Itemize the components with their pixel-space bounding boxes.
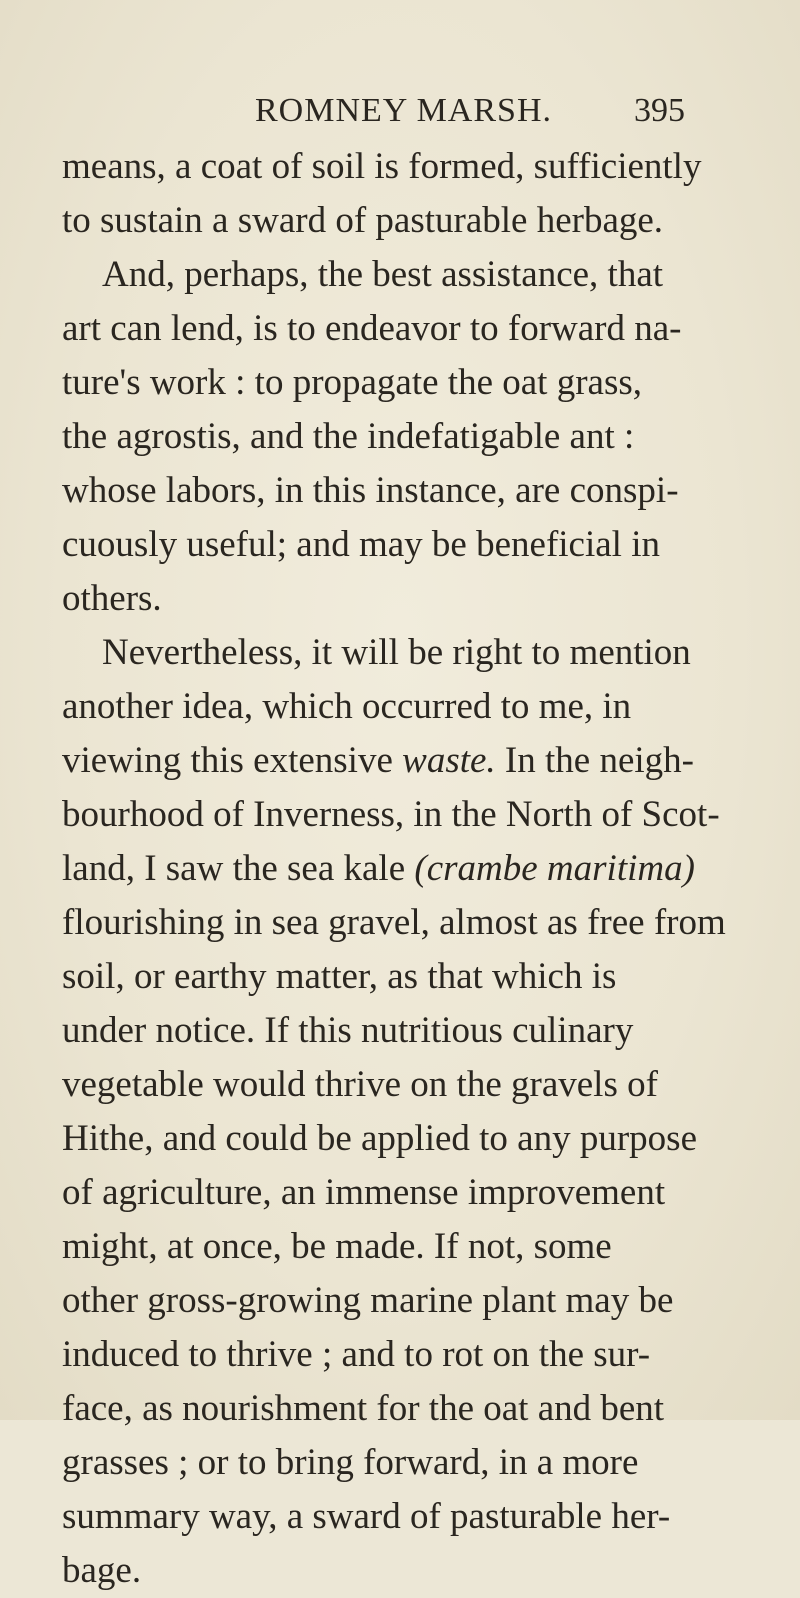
text-line — [62, 1436, 722, 1490]
text-line — [62, 356, 722, 410]
text-line — [62, 1220, 722, 1274]
text-span: whose labors, in this instance, are conspi- — [62, 470, 679, 511]
text-line — [62, 302, 722, 356]
text-span: bourhood of Inverness, in the North of Scot- — [62, 794, 720, 835]
text-span: In the neigh- — [495, 740, 694, 781]
text-line — [62, 842, 722, 896]
text-line — [62, 1166, 722, 1220]
text-line — [62, 1490, 722, 1544]
text-span: bage. — [62, 1550, 142, 1591]
text-line — [62, 1328, 722, 1382]
text-line — [62, 518, 722, 572]
text-line — [62, 410, 722, 464]
text-span: And, perhaps, the best assistance, that — [102, 254, 664, 295]
text-line — [62, 788, 722, 842]
text-line — [62, 1274, 722, 1328]
text-span: under notice. If this nutritious culinary — [62, 1010, 634, 1051]
running-head-title: ROMNEY MARSH. — [255, 92, 553, 129]
paragraph-start-line — [62, 248, 722, 302]
text-line — [62, 1544, 722, 1598]
text-span: vegetable would thrive on the gravels of — [62, 1064, 658, 1105]
text-span: land, I saw the sea kale — [62, 848, 415, 889]
text-line — [62, 734, 722, 788]
text-line — [62, 1112, 722, 1166]
page-number: 395 — [634, 92, 685, 129]
text-span: means, a coat of soil is formed, sufficiently — [62, 146, 702, 187]
text-span: induced to thrive ; and to rot on the sur- — [62, 1334, 651, 1375]
text-span: ture's work : to propagate the oat grass, — [62, 362, 643, 403]
text-span: might, at once, be made. If not, some — [62, 1226, 612, 1267]
text-line — [62, 680, 722, 734]
text-span: face, as nourishment for the oat and bent — [62, 1388, 665, 1429]
text-span: soil, or earthy matter, as that which is — [62, 956, 617, 997]
text-line — [62, 464, 722, 518]
text-span: other gross-growing marine plant may be — [62, 1280, 674, 1321]
paragraph-start-line — [62, 626, 722, 680]
text-line — [62, 572, 722, 626]
text-span: of agriculture, an immense improvement — [62, 1172, 666, 1213]
text-span: to sustain a sward of pasturable herbage. — [62, 200, 664, 241]
text-line — [62, 950, 722, 1004]
running-head — [0, 92, 800, 132]
italic-botanical-name: (crambe maritima) — [414, 848, 695, 889]
text-span: cuously useful; and may be beneficial in — [62, 524, 660, 565]
text-span: others. — [62, 578, 162, 619]
text-line — [62, 1058, 722, 1112]
text-span: viewing this extensive — [62, 740, 403, 781]
text-span: another idea, which occurred to me, in — [62, 686, 632, 727]
text-span: flourishing in sea gravel, almost as free from — [62, 902, 726, 943]
text-line — [62, 1004, 722, 1058]
text-line — [62, 140, 722, 194]
text-span: the agrostis, and the indefatigable ant : — [62, 416, 635, 457]
text-line — [62, 896, 726, 950]
text-span: grasses ; or to bring forward, in a more — [62, 1442, 639, 1483]
text-span: Nevertheless, it will be right to mention — [102, 632, 691, 673]
body-text — [62, 140, 726, 1598]
text-line — [62, 194, 722, 248]
text-span: art can lend, is to endeavor to forward na- — [62, 308, 682, 349]
text-line — [62, 1382, 722, 1436]
italic-word: waste. — [402, 740, 496, 781]
text-span: Hithe, and could be applied to any purpose — [62, 1118, 697, 1159]
text-span: summary way, a sward of pasturable her- — [62, 1496, 671, 1537]
